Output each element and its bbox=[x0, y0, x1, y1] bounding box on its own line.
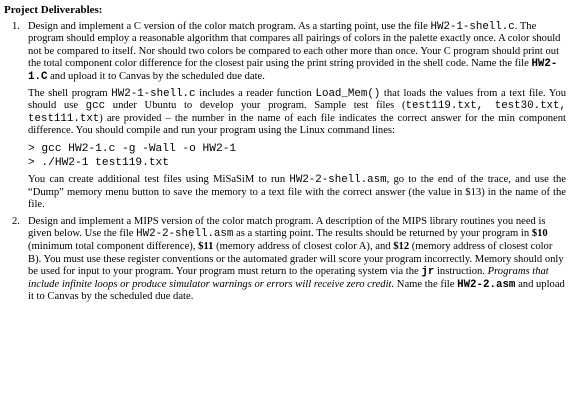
file-name: HW2-1-shell.c bbox=[430, 20, 515, 33]
paragraph bbox=[28, 88, 566, 138]
list-item bbox=[4, 21, 566, 212]
text-run: under Ubuntu to develop your program. Sample test files ( bbox=[105, 100, 406, 112]
text-run: (memory address of closest color A), and bbox=[213, 240, 394, 252]
text-run: Design and implement a MIPS version of the color match program. A description of the MIPS library routines you need is given below. Use the file bbox=[28, 215, 546, 240]
file-name: HW2-2-shell.asm bbox=[289, 173, 387, 186]
deliverables-list bbox=[4, 21, 566, 304]
text-run: (minimum total component difference), bbox=[28, 240, 199, 252]
list-number: 2. bbox=[12, 215, 20, 227]
warning-text: Programs that include infinite loops or produce simulator warnings or errors will receive zero credit. bbox=[28, 266, 549, 290]
text-run: . The program should employ a reasonable algorithm that compares all pairings of colors in the palette exactly once. A color should not be compared to itself. Nor should two colors be compared to each other more than once. Your C program should print out the total component color difference for the closest pair using the print string provided in the shell code. Name the file bbox=[28, 20, 561, 70]
text-run: You can create additional test files using MiSaSiM to run bbox=[28, 173, 290, 185]
paragraph bbox=[28, 216, 566, 304]
paragraph bbox=[28, 21, 566, 84]
command-line: > ./HW2-1 test119.txt bbox=[28, 156, 169, 169]
register-name: $10 bbox=[531, 228, 548, 240]
text-run: instruction. bbox=[434, 266, 488, 278]
paragraph bbox=[28, 174, 566, 212]
register-name: $11 bbox=[198, 240, 214, 252]
file-name: HW2-2-shell.asm bbox=[136, 228, 234, 241]
text-run: Name the file bbox=[394, 278, 458, 290]
text-run: The shell program bbox=[28, 87, 112, 99]
text-run: Design and implement a C version of the color match program. As a starting point, use the file bbox=[28, 20, 431, 32]
text-run: and upload it to Canvas by the scheduled due date. bbox=[28, 278, 565, 303]
file-name: HW2-1-shell.c bbox=[111, 87, 196, 100]
list-number: 1. bbox=[12, 20, 20, 32]
instruction-name: jr bbox=[421, 266, 435, 279]
command-line: > gcc HW2-1.c -g -Wall -o HW2-1 bbox=[28, 142, 237, 155]
text-run: that loads the values from a text file. You should use bbox=[28, 87, 567, 112]
text-run: , go to the end of the trace, and use the “Dump” memory menu button to save the memory to a text file with the correct answer (the value in $13) in the name of the file. bbox=[28, 173, 566, 211]
file-name: HW2-1.C bbox=[28, 58, 558, 83]
section-heading: Project Deliverables: bbox=[4, 4, 103, 16]
function-name: Load_Mem() bbox=[315, 87, 381, 100]
text-run: ) are provided – the number in the name of each file indicates the correct answer for the min component difference. You should compile and run your program using the Linux command lines: bbox=[28, 112, 566, 137]
text-run: and upload it to Canvas by the scheduled due date. bbox=[47, 70, 265, 82]
list-item bbox=[4, 216, 566, 304]
text-run: (memory address of closest color B). You must use these register conventions or the automated grader will score your program incorrectly. Memory should only be used for input to your program. Your program must return to the operating system via the bbox=[28, 240, 564, 278]
command-block bbox=[28, 142, 566, 170]
text-run: as a starting point. The results should be returned by your program in bbox=[233, 228, 532, 240]
register-name: $12 bbox=[393, 240, 410, 252]
text-run: includes a reader function bbox=[195, 87, 316, 99]
file-list: test119.txt, test30.txt, test111.txt bbox=[28, 100, 566, 125]
tool-name: gcc bbox=[85, 100, 106, 113]
file-name: HW2-2.asm bbox=[457, 278, 516, 291]
